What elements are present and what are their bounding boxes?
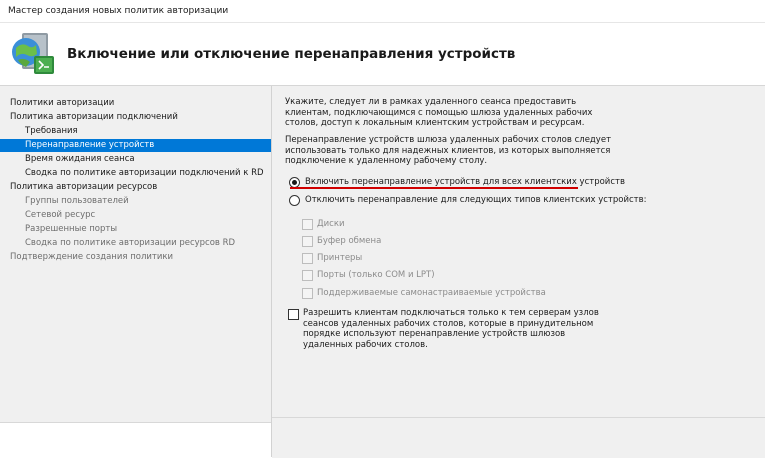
radio-button[interactable] [289,195,300,206]
device-type-label: Поддерживаемые самонастраиваемые устройства [317,288,546,298]
checkbox [302,253,313,264]
nav-item-label: Подтверждение создания политики [10,252,174,262]
nav-item-authorization-policies[interactable] [0,97,271,110]
nav-item-label: Перенаправление устройств [25,140,155,150]
nav-item-label: Требования [25,126,78,136]
nav-item-allowed-ports [0,223,271,236]
nav-item-connection-policy-summary[interactable] [0,167,271,180]
checkbox [302,219,313,230]
trusted-clients-note: Перенаправление устройств шлюза удаленных рабочих столов следует использовать только для надежных клиентов, из которых выполняется подключение к удаленному рабочему столу. [285,135,612,166]
checkbox [302,236,313,247]
network-policy-wizard-icon [8,30,56,78]
checkbox [302,288,313,299]
nav-item-requirements[interactable] [0,125,271,138]
nav-item-connection-authorization-policy[interactable] [0,111,271,124]
page-heading: Включение или отключение перенаправления устройств [67,46,516,62]
nav-item-label: Политика авторизации подключений [10,112,178,122]
nav-item-network-resource [0,209,271,222]
wizard-header [0,23,765,86]
nav-item-label: Сводка по политике авторизации подключений к RD [25,168,264,178]
wizard-steps-nav [0,86,272,457]
disable-redirection-label: Отключить перенаправление для следующих типов клиентских устройств: [305,195,647,205]
nav-item-confirm-policy-creation [0,251,271,264]
nav-item-user-groups [0,195,271,208]
device-type-label: Диски [317,219,345,229]
nav-footer-area [0,422,271,457]
restrict-to-enforcing-hosts-label: Разрешить клиентам подключаться только к тем серверам узлов сеансов удаленных рабочих столов, которые в принудительном порядке используют перенаправление устройств шлюзов удаленных рабочих столов. [303,308,599,350]
nav-item-resource-policy-summary [0,237,271,250]
nav-item-label: Сводка по политике авторизации ресурсов RD [25,238,236,248]
nav-item-label: Группы пользователей [25,196,129,206]
checkbox [302,270,313,281]
title-bar [0,0,765,23]
window-title: Мастер создания новых политик авторизации [8,6,229,16]
nav-item-label: Политика авторизации ресурсов [10,182,158,192]
intro-text: Укажите, следует ли в рамках удаленного сеанса предоставить клиентам, подключающимся с помощью шлюза удаленных рабочих столов, доступ к локальным клиентским устройствам и ресурсам. [285,97,593,128]
nav-item-label: Разрешенные порты [25,224,118,234]
annotation-underline [290,187,578,189]
enable-redirection-label: Включить перенаправление устройств для всех клиентских устройств [305,177,625,187]
nav-item-resource-authorization-policy[interactable] [0,181,271,194]
nav-item-device-redirection[interactable] [0,139,271,152]
button-bar-area [272,417,765,458]
device-type-label: Буфер обмена [317,236,382,246]
nav-item-label: Политики авторизации [10,98,115,108]
checkbox[interactable] [288,309,299,320]
nav-item-session-timeout[interactable] [0,153,271,166]
device-type-label: Порты (только COM и LPT) [317,270,435,280]
device-redirection-panel [272,86,765,417]
device-type-label: Принтеры [317,253,363,263]
nav-item-label: Сетевой ресурс [25,210,96,220]
nav-item-label: Время ожидания сеанса [25,154,135,164]
